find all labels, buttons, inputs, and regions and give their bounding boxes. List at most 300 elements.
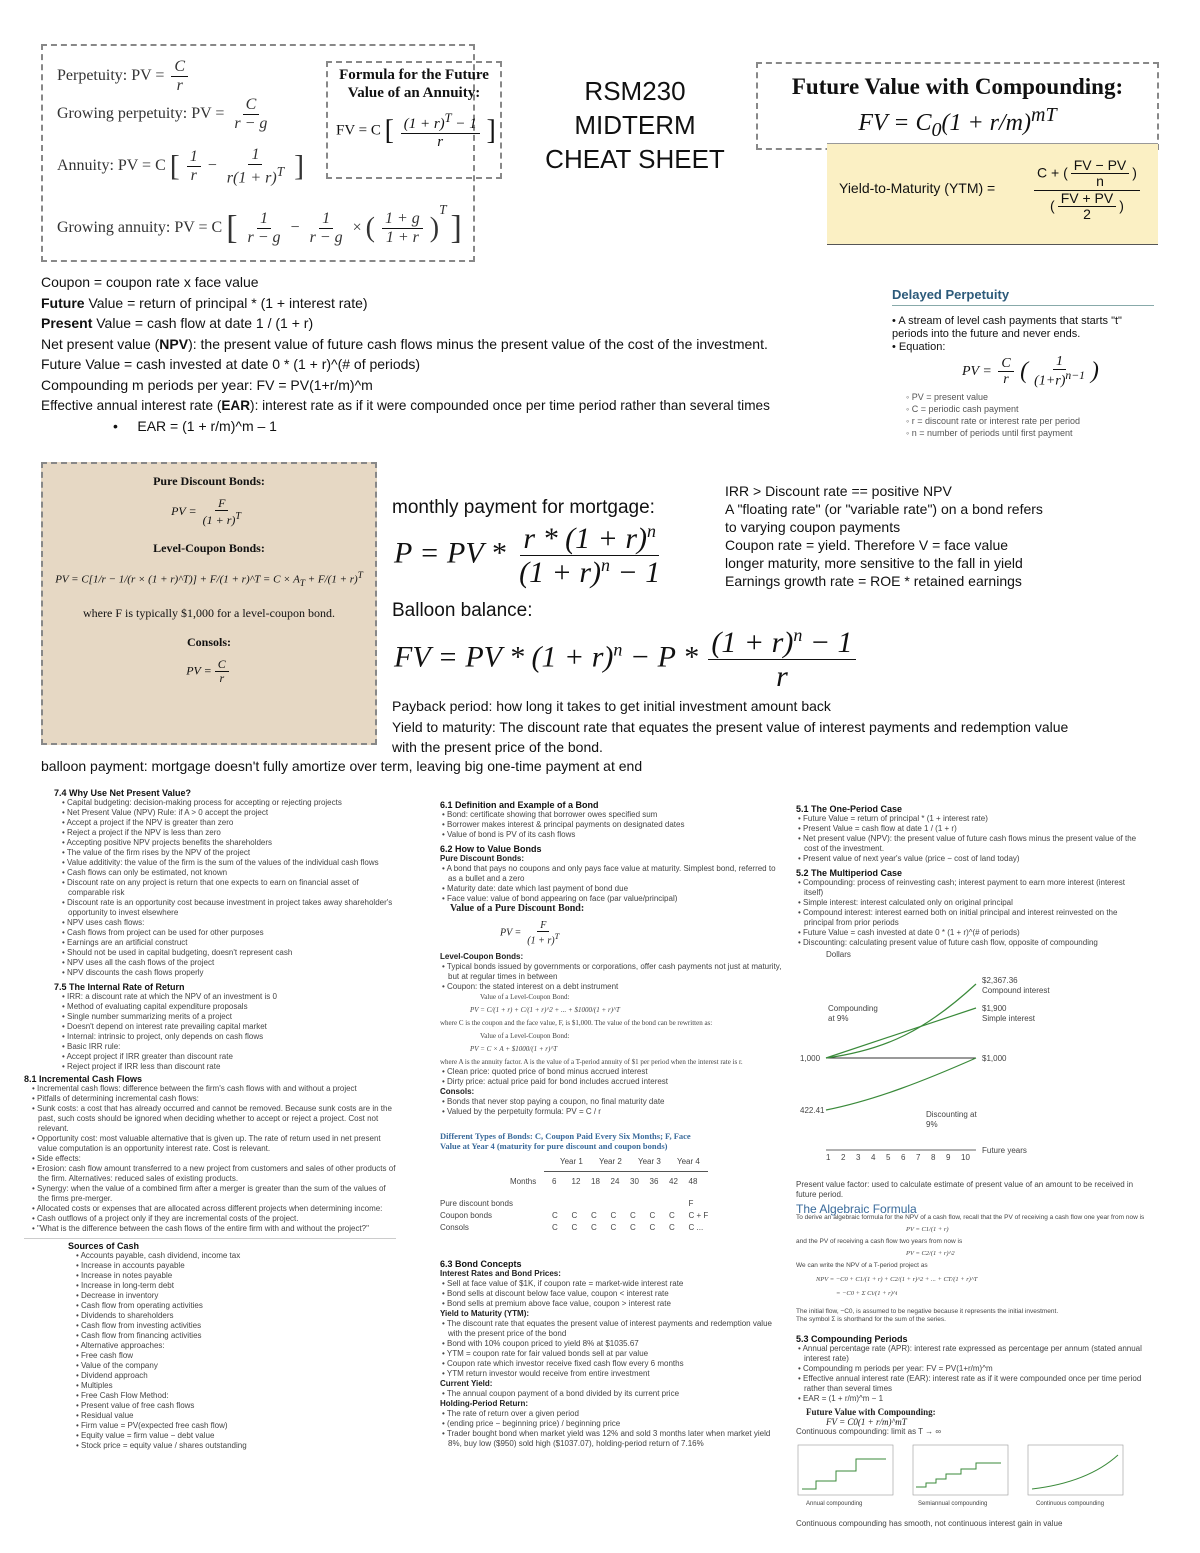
note-growth: Earnings growth rate = ROE * retained earnings — [725, 573, 1022, 589]
timeline-axis — [544, 1171, 708, 1172]
timeline-coupon-value: C — [591, 1211, 597, 1221]
compounding-chart — [796, 950, 1146, 1180]
fv-annuity-den: r — [437, 133, 444, 150]
lc-note-2: where A is the annuity factor. A is the value of a T-period annuity of $1 per period when the interest rate is r. — [440, 1058, 743, 1067]
mortgage-formula — [394, 522, 666, 589]
annuity-label: Annuity: PV = C — [57, 156, 166, 174]
list-item: • Equity value = firm value − debt value — [76, 1431, 215, 1440]
list-item: • Free Cash Flow Method: — [76, 1391, 169, 1400]
chart-discounting-at: Discounting at — [926, 1110, 977, 1119]
col3-list-3 — [796, 1344, 1146, 1404]
list-item: • The rate of return over a given period — [442, 1409, 579, 1419]
list-item: • Cash flows from project can be used for other purposes — [62, 928, 264, 937]
chart-x-tick: 10 — [961, 1153, 970, 1162]
def-bold: Present — [41, 315, 93, 332]
ear-bullet-text: EAR = (1 + r/m)^m – 1 — [137, 418, 277, 435]
timeline-coupon-value: C — [571, 1211, 578, 1221]
list-item: • Bond: certificate showing that borrower owes specified sum — [442, 810, 658, 819]
alg-body — [796, 1214, 1146, 1324]
ann-t2-num: 1 — [248, 146, 262, 165]
ann-t2 — [224, 146, 287, 187]
chart-x-tick: 4 — [871, 1153, 876, 1162]
pd-frac — [524, 920, 562, 946]
dp-bullet-2: • Equation: — [892, 341, 946, 353]
col3-list-2 — [796, 878, 1146, 948]
consols-num: C — [215, 658, 229, 672]
col2-sub-7: Yield to Maturity (YTM): — [440, 1309, 530, 1319]
lc-formula: PV = C/(1 + r) + C/(1 + r)^2 + ... + $1000/(1 + r)^T — [470, 1006, 620, 1015]
list-item: • Capital budgeting: decision-making process for accepting or rejecting projects — [62, 798, 342, 807]
list-item: • Borrower makes interest & principal payments on designated dates — [442, 820, 685, 829]
list-item: • Sunk costs: a cost that has already occurred and cannot be removed. Because sunk costs are in the past, such costs should be ignored when deciding whether to accept or reject a project. Cost not relevant. — [32, 1104, 392, 1133]
chart-x-tick: 7 — [916, 1153, 921, 1162]
ga-t2-den: r − g — [309, 228, 343, 246]
consols-formula — [43, 658, 375, 685]
right-notes — [725, 482, 1085, 590]
list-item: • Free cash flow — [76, 1351, 134, 1360]
mini-chart-annual — [798, 1445, 893, 1495]
timeline-month: 18 — [591, 1177, 600, 1187]
dp-sub-3: r = discount rate or interest rate per period — [911, 416, 1081, 427]
list-item: • EAR = (1 + r/m)^m − 1 — [798, 1394, 884, 1403]
mortgage-num-exp: n — [647, 521, 656, 541]
list-item: • NPV discounts the cash flows properly — [62, 968, 204, 977]
list-item: • Compounding m periods per year: FV = PV(1+r/m)^m — [798, 1364, 993, 1373]
timeline-year: Year 4 — [677, 1157, 700, 1167]
perp-num: C — [171, 58, 188, 77]
timeline-consols-value: C — [630, 1223, 636, 1233]
chart-compound-label: Compound interest — [982, 986, 1050, 995]
chart-compounding-rate: at 9% — [828, 1014, 849, 1023]
def-bold: Future — [41, 294, 85, 311]
list-item: • The value of the firm rises by the NPV of the project — [62, 848, 251, 857]
ytm-inner-frac — [1071, 158, 1130, 190]
lc-formula-2: PV = C × A + $1000/(1 + r)^T — [470, 1045, 558, 1054]
list-item: • Discount rate is an opportunity cost because investment in project takes away shareholder's opportunity to invest elsewhere — [62, 898, 393, 917]
list-item: • IRR: a discount rate at which the NPV of an investment is 0 — [62, 992, 277, 1001]
list-item: • Firm value = PV(expected free cash flow) — [76, 1421, 228, 1430]
chart-x-tick: 9 — [946, 1153, 951, 1162]
page-title — [520, 74, 750, 176]
fv-annuity-title-1: Formula for the Future — [339, 67, 489, 83]
dp-sub-2: C = periodic cash payment — [911, 404, 1019, 415]
list-item: • Compound interest: interest earned both on initial principal and interest reinvested on the principal from prior periods — [798, 908, 1118, 927]
list-item: • The discount rate that equates the present value of interest payments and redemption value with the present price of the bond — [442, 1319, 772, 1339]
list-item: • Face value: value of bond appearing on face (par value/principal) — [442, 894, 678, 903]
list-item: • Cash flow from investing activities — [76, 1321, 202, 1330]
pure-discount-title: Pure Discount Bonds: — [153, 474, 265, 488]
timeline-year: Year 2 — [599, 1157, 622, 1167]
pd-pv: PV = — [500, 927, 522, 939]
pure-pv: PV = — [171, 503, 197, 518]
col1-list-3 — [24, 1084, 396, 1234]
payback-def: Payback period: how long it takes to get initial investment amount back — [392, 698, 831, 714]
fvc-exp: mT — [1031, 104, 1057, 126]
fv-annuity-num: (1 + r) — [403, 116, 445, 132]
timeline-months-label: Months — [510, 1177, 537, 1187]
dp-sub-1: PV = present value — [911, 392, 989, 403]
fv-compounding-title: Future Value with Compounding: — [791, 74, 1124, 99]
def-text: Value = return of principal * (1 + interest rate) — [84, 294, 368, 311]
list-item: • Typical bonds issued by governments or corporations, offer cash payments not just at maturity, but at regular times in between — [442, 962, 782, 982]
chart-x-tick: 2 — [841, 1153, 846, 1162]
def-text: Future Value = cash invested at date 0 * (1 + r)^(# of periods) — [41, 356, 421, 373]
compounding-chart-svg — [796, 950, 1146, 1180]
alg-line-3: We can write the NPV of a T-period project as — [796, 1262, 928, 1269]
ytm-def-1: Yield to maturity: The discount rate that equates the present value of interest payments and redemption value — [392, 718, 1069, 735]
list-item: • Clean price: quoted price of bond minus accrued interest — [442, 1067, 648, 1077]
list-item: • Reject a project if the NPV is less than zero — [62, 828, 221, 837]
level-coupon-formula: PV = C[1/r − 1/(r × (1 + r)^T)] + F/(1 + r)^T = $C \times A_T + F/(1 + r)^T$ — [55, 570, 363, 589]
col2-list-7 — [440, 1319, 785, 1379]
dp-bullet-1-text: A stream of level cash payments that starts "t" periods into the future and never ends. — [892, 315, 1122, 340]
list-item: • Sell at face value of $1K, if coupon rate = market-wide interest rate — [442, 1279, 684, 1289]
timeline-row-consols: Consols — [440, 1223, 469, 1233]
mortgage-den-exp: n — [601, 555, 611, 575]
growing-perpetuity-formula — [57, 96, 273, 132]
note-irr: IRR > Discount rate == positive NPV — [725, 483, 952, 499]
ga-t1-num: 1 — [257, 210, 271, 229]
chart-compound-value: $2,367.36 — [982, 976, 1018, 985]
ga-t1 — [245, 210, 284, 246]
list-item: • Earnings are an artificial construct — [62, 938, 188, 947]
dp-den: (1+r) — [1034, 374, 1066, 390]
fvc-mid: (1 + r/m) — [941, 110, 1032, 136]
pure-discount-formula — [43, 497, 375, 527]
list-item: • The annual coupon payment of a bond divided by its current price — [442, 1389, 680, 1399]
list-item: • Single number summarizing merits of a project — [62, 1012, 232, 1021]
col1-heading-1: 7.4 Why Use Net Present Value? — [54, 788, 192, 798]
col2-heading-6: 6.3 Bond Concepts — [440, 1259, 522, 1270]
bal-num-exp: n — [793, 625, 803, 645]
def-ear — [41, 396, 891, 417]
timeline-month: 48 — [688, 1177, 698, 1187]
alg-line-1: To derive an algebraic formula for the NPV of a cash flow, recall that the PV of receiving a cash flow one year from now is — [796, 1214, 1145, 1221]
fv-annuity-lhs: FV = C — [336, 122, 381, 139]
col2-list-9 — [440, 1409, 785, 1449]
pure-num: F — [215, 497, 228, 511]
timeline-month: 12 — [571, 1177, 581, 1187]
ga-t3-num: 1 + g — [382, 210, 423, 229]
list-item: • Should not be used in capital budgeting, doesn't represent cash — [62, 948, 293, 957]
pure-den: (1 + r) — [202, 513, 236, 528]
def-future-value — [41, 293, 891, 314]
pd-exp: T — [554, 932, 560, 941]
timeline-row-pure: Pure discount bonds — [440, 1199, 513, 1209]
list-item: • Present value of next year's value (price − cost of land today) — [798, 854, 1020, 863]
def-text: Compounding m periods per year: FV = PV(1+r/m)^m — [41, 376, 373, 393]
list-item: • Bond sells at discount below face value, coupon < interest rate — [442, 1289, 669, 1299]
bal-num-tail: − 1 — [802, 626, 853, 659]
list-item: • Value of the company — [76, 1361, 158, 1370]
col1-heading-3: 8.1 Incremental Cash Flows — [24, 1074, 143, 1084]
list-item: • Bonds that never stop paying a coupon, no final maturity date — [442, 1097, 665, 1107]
list-item: • Valued by the perpetuity formula: PV = C / r — [442, 1107, 601, 1117]
list-item: • Increase in notes payable — [76, 1271, 173, 1280]
fv-annuity-formula: FV = C [ $\frac{(1 + r)^T - 1}{r}$ ] — [336, 111, 496, 150]
timeline-month: 36 — [649, 1177, 659, 1187]
dp-pv: PV = — [962, 363, 992, 379]
bal-num: (1 + r) — [711, 626, 794, 659]
ear-bullet: • EAR = (1 + r/m)^m – 1 — [113, 418, 277, 435]
timeline-year: Year 1 — [560, 1157, 583, 1167]
list-item: • Cash flows can only be estimated, not known — [62, 868, 228, 877]
fv-compounding-formula — [758, 104, 1157, 142]
mortgage-frac — [516, 522, 663, 589]
ga-exp: T — [439, 202, 447, 217]
discounting-curve — [826, 1058, 976, 1110]
bal-lhs: FV = PV * (1 + r) — [394, 640, 614, 674]
title-line-1: RSM230 — [584, 76, 686, 106]
dp-sub-4: n = number of periods until first payment — [911, 428, 1073, 439]
col3-footer: Continuous compounding has smooth, not continuous interest gain in value — [796, 1519, 1063, 1528]
ytm-fraction — [1031, 158, 1143, 223]
list-item: • Reject project if IRR less than discount rate — [62, 1062, 221, 1071]
perpetuity-label: Perpetuity: PV = — [57, 66, 165, 84]
chart-xlabel: Future years — [982, 1146, 1027, 1155]
ytm-den-left: ( — [1050, 197, 1055, 214]
list-item: • Discount rate on any project is return that one expects to earn on financial asset of comparable risk — [62, 878, 359, 897]
ga-t3 — [382, 210, 423, 246]
note-coupon-yield: Coupon rate = yield. Therefore V = face value — [725, 537, 1009, 553]
timeline-consols-value: C ... — [688, 1223, 704, 1233]
definitions-list — [41, 272, 891, 437]
list-item: • Decrease in inventory — [76, 1291, 159, 1300]
timeline-coupon-value: C — [552, 1211, 558, 1221]
bal-frac — [708, 626, 855, 693]
def-bold: EAR — [221, 397, 251, 413]
level-coupon-note: where F is typically $1,000 for a level-coupon bond. — [83, 606, 335, 621]
level-coupon-title: Level-Coupon Bonds: — [153, 541, 265, 556]
alg-line-2: and the PV of receiving a cash flow two years from now is — [796, 1238, 963, 1245]
list-item: • YTM return investor would receive from entire investment — [442, 1369, 650, 1379]
chart-ylabel: Dollars — [826, 950, 851, 959]
simple-interest-line — [826, 1008, 976, 1058]
list-item: • Multiples — [76, 1381, 113, 1390]
col2-list-2 — [440, 864, 785, 904]
pd-title: Value of a Pure Discount Bond: — [450, 903, 585, 914]
mortgage-label: monthly payment for mortgage: — [392, 497, 655, 518]
fvc-left: FV = C — [858, 110, 932, 136]
list-item: • Effective annual interest rate (EAR): interest rate as if it were compounded once per time period rather than several times — [798, 1374, 1142, 1393]
lc-note: where C is the coupon and the face value, F, is $1,000. The value of the bond can be rewritten as: — [440, 1019, 713, 1028]
chart-x-tick: 3 — [856, 1153, 861, 1162]
col2-list-3 — [440, 962, 785, 992]
alg-f4: = −C0 + Σ Ci/(1 + r)^i — [836, 1290, 898, 1297]
chart-x-tick: 5 — [886, 1153, 891, 1162]
list-item: • Accounts payable, cash dividend, income tax — [76, 1251, 241, 1260]
perpetuity-formula — [57, 58, 191, 94]
list-item: • Pitfalls of determining incremental cash flows: — [32, 1094, 199, 1103]
fv-compounding-box — [756, 62, 1159, 150]
dp-inner-frac — [1031, 354, 1088, 389]
mini-charts — [796, 1441, 1146, 1519]
bal-mid: − P * — [622, 640, 698, 674]
notes-column-1 — [24, 788, 396, 1528]
list-item: • Method of evaluating capital expenditure proposals — [62, 1002, 248, 1011]
list-item: • Incremental cash flows: difference between the firm's cash flows with and without a project — [32, 1084, 357, 1093]
bond-timeline — [440, 1157, 785, 1245]
col3-fvc-title: Future Value with Compounding: — [806, 1407, 936, 1417]
dp-one: 1 — [1053, 354, 1066, 370]
col2-list-5 — [440, 1097, 785, 1117]
chart-discounting-rate: 9% — [926, 1120, 938, 1129]
notes-column-2 — [440, 800, 785, 1528]
ytm-den-den: 2 — [1083, 206, 1091, 223]
ytm-box — [827, 143, 1158, 245]
ytm-den-right: ) — [1119, 197, 1124, 214]
ga-t3-den: 1 + r — [385, 228, 419, 246]
list-item: • Value additivity: the value of the firm is the sum of the values of the individual cash flows — [62, 858, 379, 867]
dp-bullet-2-text: Equation: — [898, 341, 946, 353]
balloon-balance-label: Balloon balance: — [392, 600, 533, 621]
timeline-consols-value: C — [610, 1223, 617, 1233]
mortgage-num: r * (1 + r) — [523, 522, 647, 555]
list-item: • Side effects: — [32, 1154, 81, 1163]
mini-chart-semiannual — [913, 1445, 1008, 1495]
list-item: • Cash outflows of a project only if they are incremental costs of the project. — [32, 1214, 299, 1223]
list-item: • Net present value (NPV): the present value of future cash flows minus the present value of the cost of the investment. — [798, 834, 1137, 853]
timeline-coupon-value: C — [630, 1211, 636, 1221]
list-item: • Allocated costs or expenses that are allocated across different projects when determining income: — [32, 1204, 383, 1213]
ytm-den-num: FV + PV — [1058, 191, 1117, 207]
ga-t2 — [307, 210, 346, 246]
col2-list-4 — [440, 1067, 785, 1087]
dp-c: C — [998, 356, 1013, 372]
ytm-def-2: with the present price of the bond. — [392, 739, 603, 755]
alg-f3: NPV = −C0 + C1/(1 + r) + C2/(1 + r)^2 + ... + CT/(1 + r)^T — [816, 1276, 978, 1283]
timeline-consols-value: C — [571, 1223, 578, 1233]
ga-t1-den: r − g — [247, 228, 281, 246]
list-item: • Dividend approach — [76, 1371, 148, 1380]
list-item: • Dividends to shareholders — [76, 1311, 174, 1320]
list-item: • Annual percentage rate (APR): interest rate expressed as percentage per annum (stated annual interest rate) — [798, 1344, 1142, 1363]
list-item: • (ending price − beginning price) / beginning price — [442, 1419, 621, 1429]
ann-exp: T — [276, 163, 285, 179]
pd-num: F — [537, 920, 549, 932]
list-item: • Doesn't depend on interest rate prevailing capital market — [62, 1022, 267, 1031]
timeline-title-2: Value at Year 4 (maturity for pure discount and coupon bonds) — [440, 1141, 668, 1152]
ga-t2-num: 1 — [319, 210, 333, 229]
list-item: • Basic IRR rule: — [62, 1042, 121, 1051]
list-item: • Coupon: the stated interest on a debt instrument — [442, 982, 619, 992]
consols-pv: PV = — [186, 663, 212, 678]
ann-t1-num: 1 — [187, 148, 201, 167]
mini-chart-label-1: Annual compounding — [806, 1501, 863, 1507]
timeline-consols-value: C — [591, 1223, 597, 1233]
col3-heading-2: 5.2 The Multiperiod Case — [796, 868, 903, 878]
perp-den: r — [176, 76, 183, 94]
gp-num: C — [243, 96, 260, 115]
def-text: ): the present value of future cash flows minus the present value of the cost of the investment. — [188, 335, 768, 352]
timeline-month: 24 — [610, 1177, 620, 1187]
perpetuity-fraction — [171, 58, 188, 94]
list-item: • Bond with 10% coupon priced to yield 8% at $1035.67 — [442, 1339, 639, 1349]
alg-line-4: The initial flow, −C0, is assumed to be negative because it represents the initial investment. — [796, 1308, 1059, 1315]
timeline-coupon-value: C — [669, 1211, 675, 1221]
col2-list-8 — [440, 1389, 785, 1399]
timeline-month: 30 — [630, 1177, 639, 1187]
col2-list-6 — [440, 1279, 785, 1309]
note-floating-2: to varying coupon payments — [725, 519, 901, 535]
list-item: • Cash flow from operating activities — [76, 1301, 203, 1310]
alg-line-5: The symbol Σ is shorthand for the sum of the series. — [796, 1316, 946, 1323]
ann-t1 — [187, 148, 201, 184]
timeline-coupon-value: C + F — [688, 1211, 709, 1221]
ytm-label: Yield-to-Maturity (YTM) = — [839, 180, 996, 196]
note-maturity: longer maturity, more sensitive to the fall in yield — [725, 555, 1023, 571]
list-item: • Value of bond is PV of its cash flows — [442, 830, 576, 839]
list-item: • Increase in accounts payable — [76, 1261, 185, 1270]
col1-list-1 — [24, 798, 396, 978]
title-line-2: MIDTERM — [574, 110, 696, 140]
timeline-consols-value: C — [649, 1223, 656, 1233]
timeline-coupon-value: C — [649, 1211, 656, 1221]
consols-frac — [215, 658, 229, 685]
list-item: • Residual value — [76, 1411, 134, 1420]
list-item: • Cash flow from financing activities — [76, 1331, 202, 1340]
timeline-month: 42 — [669, 1177, 678, 1187]
list-item: • Trader bought bond when market yield was 12% and sold 3 months later when market yield 8%, buy low ($950) sold high ($1037.07), holding-period return of 7.16% — [442, 1429, 771, 1449]
ytm-inner-den: n — [1096, 173, 1104, 190]
mini-chart-label-2: Semiannual compounding — [918, 1501, 988, 1507]
list-item: • Opportunity cost: most valuable alternative that is given up. The rate of return used in net present value computation is an opportunity interest rate. Cost is relevant. — [32, 1134, 381, 1153]
def-present-value — [41, 313, 891, 334]
ytm-num-right: ) — [1132, 164, 1137, 181]
list-item: • Compounding: process of reinvesting cash; interest payment to earn more interest (interest itself) — [798, 878, 1125, 897]
col3-heading-3: 5.3 Compounding Periods — [796, 1334, 908, 1344]
level-formula-tail: + F/(1 + r) — [304, 574, 358, 587]
fvc-sub: 0 — [931, 118, 942, 141]
pd-den: (1 + r) — [527, 935, 555, 947]
growing-annuity-formula: Growing annuity: PV = C [ $\frac{1}{r - g}$ − $\frac{1}{r - g}$ × ( $\frac{1 + g}{1 + r}$ )$^T$ ] — [57, 202, 462, 247]
dp-bullet-1: • A stream of level cash payments that starts "t" periods into the future and never ends. — [892, 315, 1122, 340]
dp-sub-list: ◦ PV = present value ◦ C = periodic cash payment ◦ r = discount rate or interest rate per period ◦ n = number of periods until first payment — [906, 392, 1081, 439]
notes-column-3 — [796, 804, 1146, 1528]
chart-simple-label: Simple interest — [982, 1014, 1035, 1023]
def-coupon — [41, 272, 891, 293]
alg-f2: PV = C2/(1 + r)^2 — [906, 1250, 955, 1257]
def-compounding — [41, 375, 891, 396]
fv-annuity-title — [328, 66, 500, 102]
lc-title: Value of a Level-Coupon Bond: — [480, 993, 570, 1002]
chart-simple-value: $1,900 — [982, 1004, 1007, 1013]
list-item: • Increase in long-term debt — [76, 1281, 174, 1290]
col2-sub-8: Current Yield: — [440, 1379, 493, 1389]
mini-chart-continuous — [1028, 1445, 1123, 1495]
dp-formula: PV = $\frac{C}{r}$ ( $\frac{1}{(1+r)^{n-1}}$ ) — [962, 354, 1099, 390]
list-item: • Present value of free cash flows — [76, 1401, 195, 1410]
list-item: • Synergy: when the value of a combined firm after a merger is greater than the sum of the values of the firms pre-merger. — [32, 1184, 386, 1203]
bal-den: r — [776, 660, 788, 693]
col2-heading-2: 6.2 How to Value Bonds — [440, 844, 542, 854]
chart-x-tick: 1 — [826, 1153, 831, 1162]
list-item: • Dirty price: actual price paid for bond includes accrued interest — [442, 1077, 669, 1087]
list-item: • Simple interest: interest calculated only on original principal — [798, 898, 1013, 907]
level-formula: PV = C[1/r − 1/(r × (1 + r)^T)] + F/(1 + r)^T = C × A — [55, 574, 300, 587]
bal-exp: n — [613, 639, 623, 660]
ytm-inner-num: FV − PV — [1071, 158, 1130, 174]
alg-title: The Algebraic Formula — [796, 1202, 917, 1216]
mortgage-lhs: P = PV * — [394, 536, 506, 570]
ga-label: Growing annuity: PV = C — [57, 219, 223, 236]
mini-chart-label-3: Continuous compounding — [1036, 1501, 1105, 1507]
list-item: • Erosion: cash flow amount transferred to a new project from customers and sales of other products of the firm. Alternatives: reduced sales of existing products. — [32, 1164, 396, 1183]
compound-interest-curve — [826, 984, 976, 1058]
note-floating-1: A "floating rate" (or "variable rate") on a bond refers — [725, 501, 1043, 517]
list-item: • Bond sells at premium above face value, coupon > interest rate — [442, 1299, 671, 1309]
col3-list-1 — [796, 814, 1146, 864]
